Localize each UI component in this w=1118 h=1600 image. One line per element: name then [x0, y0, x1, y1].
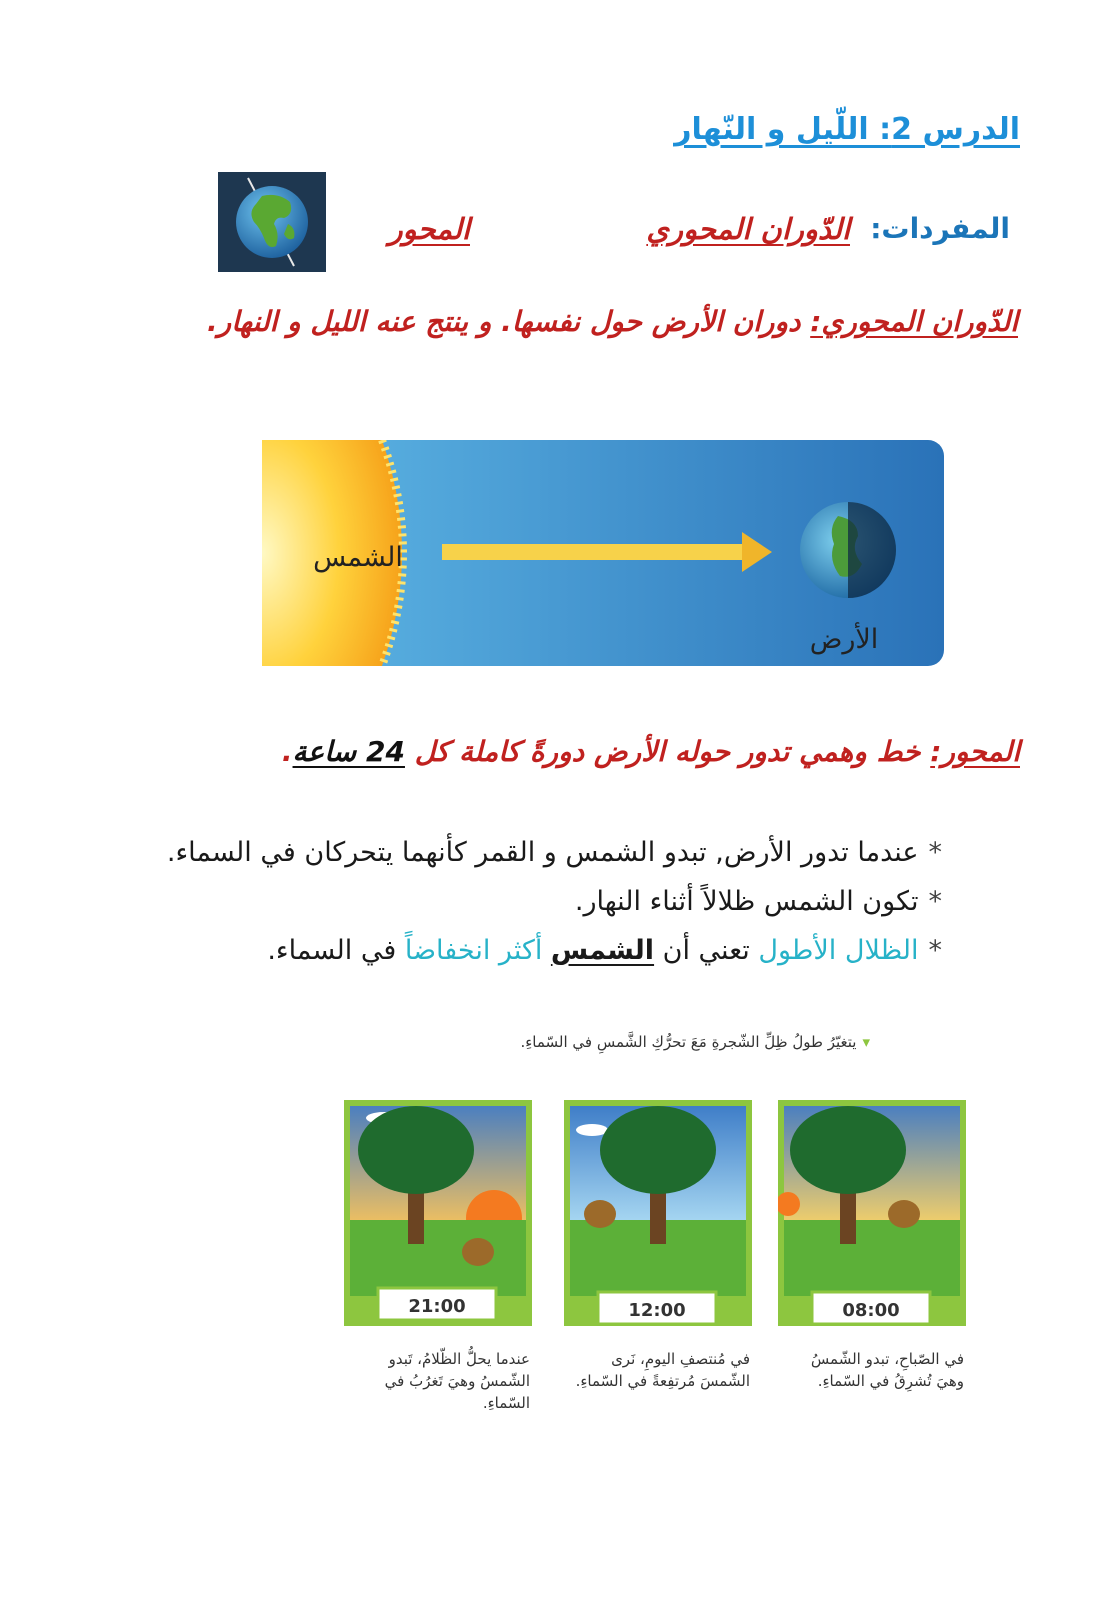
bullet-item — [42, 828, 942, 877]
bullet-highlight: أكثر انخفاضاً — [404, 935, 543, 966]
tree-illustration-noon — [564, 1100, 752, 1326]
globe-image — [218, 172, 326, 272]
vocabulary-label: المفردات: — [870, 212, 1010, 245]
sun-earth-illustration — [262, 440, 944, 666]
definition-axis-number: 24 ساعة — [292, 735, 405, 768]
squirrel-icon — [584, 1200, 616, 1228]
sun-label: الشمس — [313, 542, 403, 573]
definition-axis — [282, 735, 1020, 768]
squirrel-icon — [888, 1200, 920, 1228]
bullet-text: في السماء. — [267, 935, 405, 966]
panel-noon — [564, 1100, 752, 1326]
lesson-title: الدرس 2: اللّيل و النّهار — [674, 112, 1020, 147]
tree-icon — [358, 1106, 474, 1194]
asterisk-icon: * — [928, 886, 942, 917]
panel-caption-evening: عندما يحلُّ الظّلامُ، تَبدو الشّمسُ وهيَ تَغرُبُ في السّماءِ. — [384, 1350, 530, 1412]
bullet-item — [42, 926, 942, 975]
earth-label: الأرض — [809, 624, 879, 655]
asterisk-icon: * — [928, 935, 942, 966]
time-label: 12:00 — [628, 1300, 686, 1321]
figure-caption — [490, 1030, 870, 1054]
panel-morning — [778, 1100, 966, 1326]
asterisk-icon: * — [928, 837, 942, 868]
tree-icon — [790, 1106, 906, 1194]
tree-icon — [600, 1106, 716, 1194]
sun-earth-diagram — [262, 440, 944, 666]
definition-axis-text: خط وهمي تدور حوله الأرض دورةً كاملة كل — [404, 735, 931, 768]
bullet-text: عندما تدور الأرض, تبدو الشمس و القمر كأنهما يتحركان في السماء. — [166, 837, 919, 868]
time-label: 08:00 — [842, 1300, 900, 1321]
bullet-dot-icon: ▾ — [862, 1033, 870, 1051]
definition-axis-term: المحور: — [930, 735, 1020, 768]
squirrel-icon — [462, 1238, 494, 1266]
vocabulary-term-axis: المحور — [388, 212, 470, 246]
panel-caption-noon: في مُنتصفِ اليومِ، نَرى الشّمسَ مُرتفِعةً في السّماءِ. — [575, 1350, 750, 1390]
bullet-text: تعني أن — [654, 935, 759, 966]
figure-caption-text: يتغيّرُ طولُ ظِلِّ الشّجرةِ مَعَ تحرُّكِ الشَّمسِ في السّماءِ. — [520, 1033, 857, 1051]
vocabulary-term-rotation: الدّوران المحوري — [646, 212, 850, 246]
bullet-emphasis: الشمس — [550, 935, 655, 966]
tree-illustration-morning — [778, 1100, 966, 1326]
bullet-space — [542, 935, 551, 966]
definition-axis-end: . — [281, 735, 293, 768]
panel-evening — [344, 1100, 532, 1326]
bullet-text: تكون الشمس ظلالاً أثناء النهار. — [574, 886, 919, 917]
definition-rotation-term: الدّوران المحوري: — [810, 305, 1018, 338]
definition-rotation — [207, 305, 1018, 338]
globe-icon — [218, 172, 326, 272]
tree-illustration-evening — [344, 1100, 532, 1326]
bullet-item — [42, 877, 942, 926]
bullet-highlight: الظلال الأطول — [758, 935, 919, 966]
time-label: 21:00 — [408, 1296, 466, 1317]
panel-caption-morning: في الصّباحِ، تبدو الشّمسُ وهيَ تُشرِقُ في السّماءِ. — [810, 1350, 964, 1390]
definition-rotation-text: دوران الأرض حول نفسها. و ينتج عنه الليل و النهار. — [207, 305, 811, 338]
bullet-list — [42, 828, 942, 975]
